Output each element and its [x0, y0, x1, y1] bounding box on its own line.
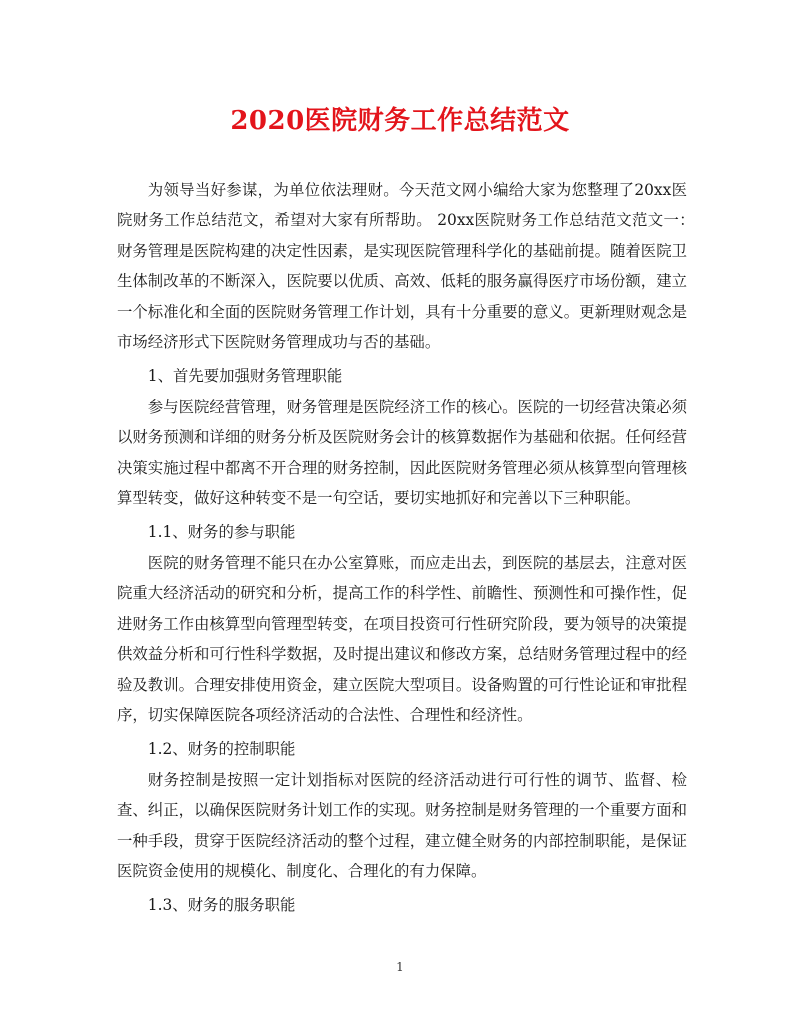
section-heading-1-2: 1.2、财务的控制职能 [147, 740, 296, 759]
section-heading-1: 1、首先要加强财务管理职能 [147, 367, 343, 386]
section-heading-1-1: 1.1、财务的参与职能 [147, 523, 296, 542]
paragraph-section-1: 参与医院经营管理，财务管理是医院经济工作的核心。医院的一切经营决策必须以财务预测和详细的财务分析及医院财务会计的核算数据作为基础和依据。任何经营决策实施过程中都离不开合理的财务控制，因此医院财务管理必须从核算型向管理核算型转变，做好这种转变不是一句空话，要切实地抓好和完善以下三种职能。 [117, 397, 687, 508]
paragraph-section-1-1: 医院的财务管理不能只在办公室算账，而应走出去，到医院的基层去，注意对医院重大经济活动的研究和分析，提高工作的科学性、前瞻性、预测性和可操作性，促进财务工作由核算型向管理型转变，在项目投资可行性研究阶段，要为领导的决策提供效益分析和可行性科学数据，及时提出建议和修改方案，总结财务管理过程中的经验及教训。合理安排使用资金，建立医院大型项目。设备购置的可行性论证和审批程序，切实保障医院各项经济活动的合法性、合理性和经济性。 [117, 553, 687, 724]
section-heading-1-3: 1.3、财务的服务职能 [147, 896, 296, 915]
paragraph-section-1-2: 财务控制是按照一定计划指标对医院的经济活动进行可行性的调节、监督、检查、纠正，以确保医院财务计划工作的实现。财务控制是财务管理的一个重要方面和一种手段，贯穿于医院经济活动的整个过程，建立健全财务的内部控制职能，是保证医院资金使用的规模化、制度化、合理化的有力保障。 [117, 770, 687, 880]
document-title: 2020医院财务工作总结范文 [230, 106, 570, 136]
document-body [117, 175, 718, 921]
paragraph-intro: 为领导当好参谋，为单位依法理财。今天范文网小编给大家为您整理了20xx医院财务工作总结范文，希望对大家有所帮助。 20xx医院财务工作总结范文范文一： 财务管理是医院构建的决定性因素，是实现医院管理科学化的基础前提。随着医院卫生体制改革的不断深入，医院要以优质、高效、低耗的服务赢得医疗市场份额，建立一个标准化和全面的医院财务管理工作计划，具有十分重要的意义。更新理财观念是市场经济形式下医院财务管理成功与否的基础。 [117, 181, 718, 352]
page-number: 1 [396, 960, 404, 974]
